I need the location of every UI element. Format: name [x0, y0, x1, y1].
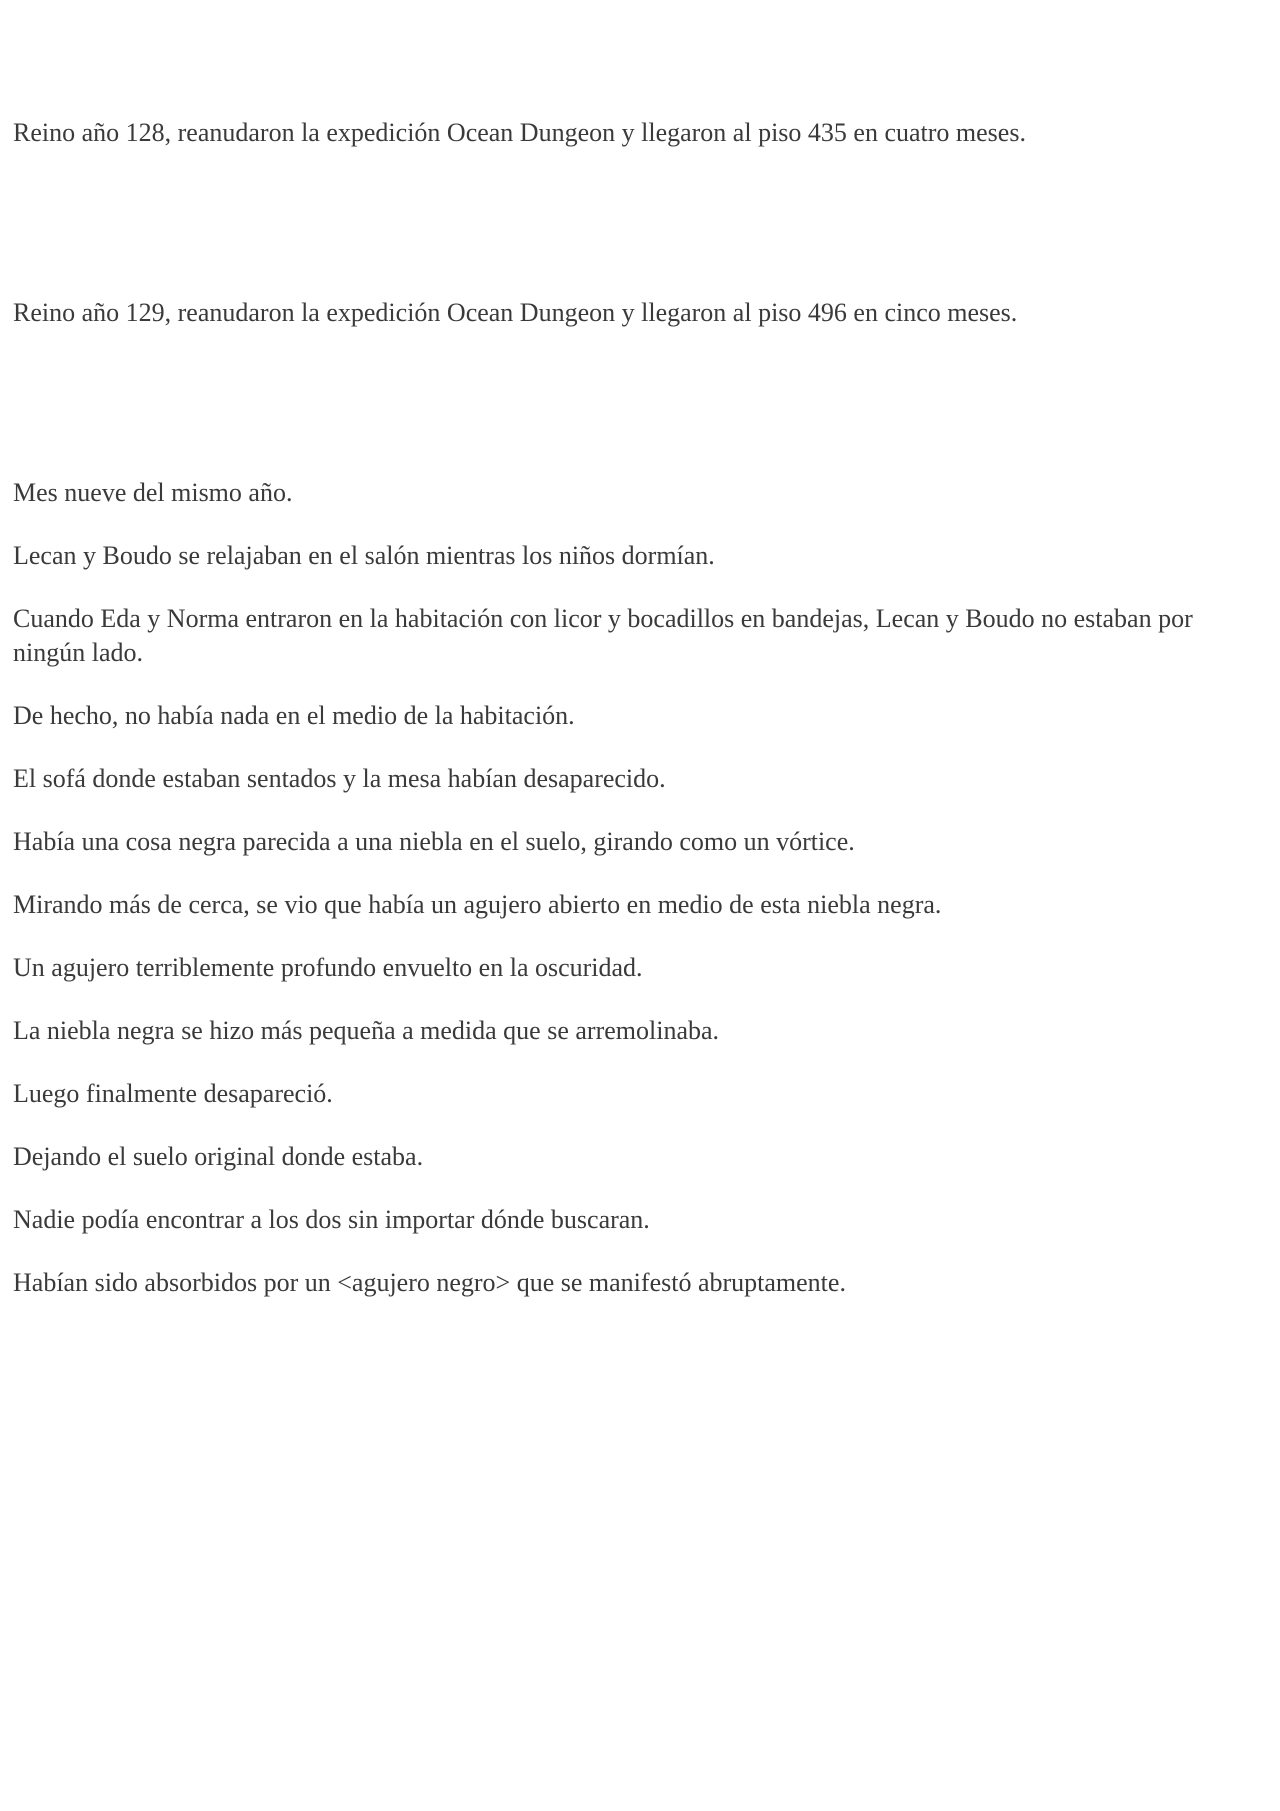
paragraph: Cuando Eda y Norma entraron en la habitación con licor y bocadillos en bandejas, Lecan y Boudo no estaban por ningún lado.	[13, 604, 1193, 667]
paragraph: Mes nueve del mismo año.	[13, 478, 293, 507]
paragraph: Había una cosa negra parecida a una niebla en el suelo, girando como un vórtice.	[13, 827, 855, 856]
paragraph: Dejando el suelo original donde estaba.	[13, 1142, 424, 1171]
paragraph: Un agujero terriblemente profundo envuelto en la oscuridad.	[13, 953, 643, 982]
paragraph: Luego finalmente desapareció.	[13, 1079, 333, 1108]
paragraph: La niebla negra se hizo más pequeña a medida que se arremolinaba.	[13, 1016, 720, 1045]
paragraph: Reino año 129, reanudaron la expedición Ocean Dungeon y llegaron al piso 496 en cinco meses.	[13, 298, 1018, 327]
paragraph: El sofá donde estaban sentados y la mesa habían desaparecido.	[13, 764, 666, 793]
paragraph: Lecan y Boudo se relajaban en el salón mientras los niños dormían.	[13, 541, 715, 570]
paragraph: Habían sido absorbidos por un <agujero negro> que se manifestó abruptamente.	[13, 1268, 846, 1297]
paragraph: Mirando más de cerca, se vio que había un agujero abierto en medio de esta niebla negra.	[13, 890, 942, 919]
paragraph: Nadie podía encontrar a los dos sin importar dónde buscaran.	[13, 1205, 650, 1234]
paragraph: De hecho, no había nada en el medio de la habitación.	[13, 701, 575, 730]
paragraph: Reino año 128, reanudaron la expedición Ocean Dungeon y llegaron al piso 435 en cuatro meses.	[13, 118, 1026, 147]
